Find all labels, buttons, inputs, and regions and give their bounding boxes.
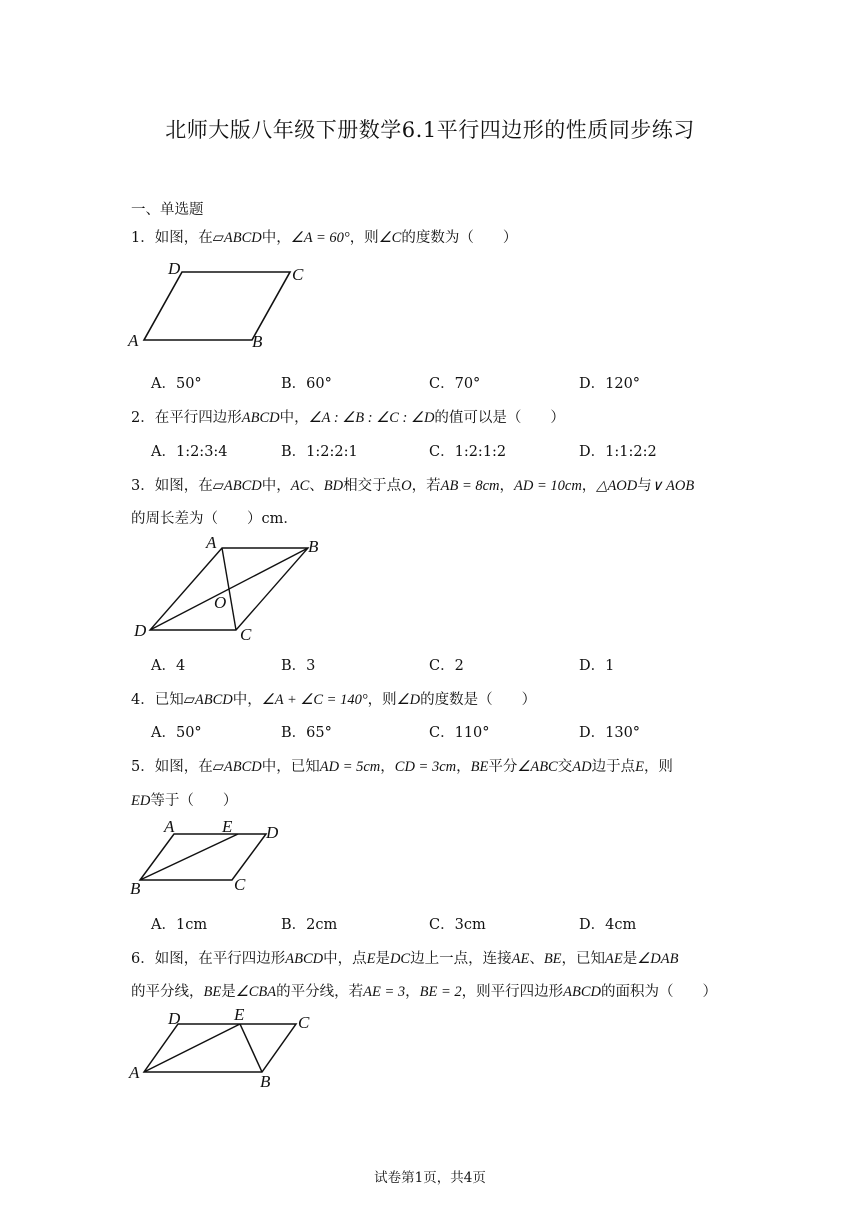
question-2-number: 2． — [131, 410, 155, 426]
option-d[interactable]: D．1:1:2:2 — [579, 444, 657, 460]
parallelogram-shape — [140, 834, 266, 880]
option-c[interactable]: C．1:2:1:2 — [429, 444, 507, 460]
vertex-label-c: C — [298, 1013, 310, 1032]
question-4-number: 4． — [131, 692, 155, 708]
diagonal-bd — [150, 548, 308, 630]
question-3-stem: 3．如图，在▱ABCD中，AC、BD相交于点O，若AB = 8cm，AD = 10cm，△AOD与∨ AOB — [131, 478, 695, 494]
center-label-o: O — [214, 593, 227, 612]
section-heading: 一、单选题 — [131, 202, 204, 218]
parallelogram-symbol: ▱ — [212, 230, 224, 246]
question-1-number: 1． — [131, 230, 155, 246]
question-2-options — [151, 440, 751, 460]
parallelogram-symbol: ▱ — [212, 759, 224, 775]
question-4-options — [151, 721, 751, 741]
option-b[interactable]: B．1:2:2:1 — [281, 444, 358, 460]
vertex-label-b: B — [260, 1072, 271, 1091]
question-3-options — [151, 654, 751, 674]
vertex-label-d: D — [168, 259, 181, 278]
option-a[interactable]: A．1:2:3:4 — [151, 444, 228, 460]
question-5-options — [151, 913, 751, 933]
question-6-figure — [128, 1006, 328, 1095]
option-a[interactable]: A．1cm — [151, 917, 208, 933]
vertex-label-c: C — [292, 265, 304, 284]
question-5-number: 5． — [131, 759, 155, 775]
parallelogram-shape — [144, 1024, 296, 1072]
question-3-figure — [132, 534, 332, 650]
vertex-label-a: A — [206, 533, 217, 552]
vertex-label-d: D — [134, 621, 147, 640]
vertex-label-b: B — [308, 537, 319, 556]
parallelogram-symbol: ▱ — [183, 692, 195, 708]
option-c[interactable]: C．110° — [429, 725, 490, 741]
option-c[interactable]: C．3cm — [429, 917, 486, 933]
option-d[interactable]: D．1 — [579, 658, 615, 674]
question-6-number: 6． — [131, 951, 155, 967]
question-5-stem-line-2: ED等于（ ） — [131, 793, 238, 809]
option-a[interactable]: A．4 — [151, 658, 186, 674]
question-4-stem: 4．已知▱ABCD中，∠A + ∠C = 140°，则∠D的度数是（ ） — [131, 692, 537, 708]
parallelogram-shape — [144, 272, 290, 340]
question-3-number: 3． — [131, 478, 155, 494]
option-a[interactable]: A．50° — [151, 725, 202, 741]
vertex-label-c: C — [234, 875, 246, 894]
option-c[interactable]: C．70° — [429, 376, 481, 392]
question-2-stem: 2．在平行四边形ABCD中，∠A : ∠B : ∠C : ∠D的值可以是（ ） — [131, 410, 565, 426]
question-1-figure — [128, 258, 318, 357]
vertex-label-d: D — [266, 823, 279, 842]
option-d[interactable]: D．120° — [579, 376, 641, 392]
option-a[interactable]: A．50° — [151, 376, 202, 392]
page-title: 北师大版八年级下册数学6.1平行四边形的性质同步练习 — [165, 118, 695, 142]
question-1-options — [151, 372, 751, 392]
option-d[interactable]: D．4cm — [579, 917, 637, 933]
question-1-stem: 1．如图，在▱ABCD中，∠A = 60°，则∠C的度数为（ ） — [131, 230, 518, 246]
vertex-label-a: A — [164, 817, 175, 836]
vertex-label-e: E — [234, 1005, 245, 1024]
bisector-be — [240, 1024, 262, 1072]
option-d[interactable]: D．130° — [579, 725, 641, 741]
question-3-stem-line-2: 的周长差为（ ）cm． — [131, 511, 298, 527]
option-b[interactable]: B．60° — [281, 376, 332, 392]
option-b[interactable]: B．3 — [281, 658, 316, 674]
vertex-label-b: B — [130, 879, 141, 898]
option-b[interactable]: B．65° — [281, 725, 332, 741]
parallelogram-symbol: ▱ — [212, 478, 224, 494]
option-b[interactable]: B．2cm — [281, 917, 338, 933]
question-6-stem: 6．如图，在平行四边形ABCD中，点E是DC边上一点，连接AE、BE，已知AE是∠DAB — [131, 951, 679, 967]
vertex-label-a: A — [128, 331, 139, 350]
question-5-stem: 5．如图，在▱ABCD中，已知AD = 5cm，CD = 3cm，BE平分∠ABC交AD边于点E，则 — [131, 759, 673, 775]
vertex-label-e: E — [222, 817, 233, 836]
vertex-label-c: C — [240, 625, 252, 644]
option-c[interactable]: C．2 — [429, 658, 464, 674]
bisector-ae — [144, 1024, 240, 1072]
vertex-label-b: B — [252, 332, 263, 351]
vertex-label-d: D — [168, 1009, 181, 1028]
vertex-label-a: A — [129, 1063, 140, 1082]
question-6-stem-line-2: 的平分线，BE是∠CBA的平分线，若AE = 3，BE = 2，则平行四边形ABCD的面积为（ ） — [131, 984, 717, 1000]
bisector-be — [140, 834, 238, 880]
question-5-figure — [128, 816, 293, 902]
page-footer: 试卷第1页，共4页 — [374, 1170, 486, 1186]
